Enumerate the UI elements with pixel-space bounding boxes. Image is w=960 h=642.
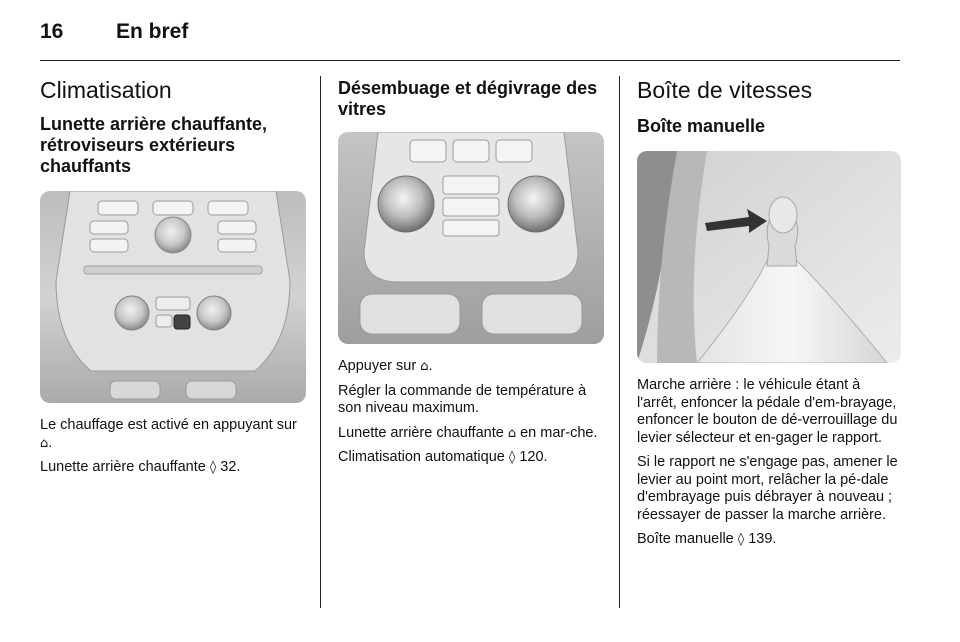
rear-window-heater-icon: ⌂ (507, 425, 517, 441)
page-reference-icon: ◊ (209, 460, 217, 475)
section-title: Désembuage et dégivrage des vitres (338, 78, 598, 119)
paragraph-press: Appuyer sur ⌂. (338, 358, 433, 374)
paragraph-reference: Climatisation automatique ◊ 120. (338, 449, 548, 465)
paragraph-rear-heater: Lunette arrière chauffante ⌂ en mar-che. (338, 424, 598, 441)
subsection-title: Lunette arrière chauffante, rétroviseurs extérieurs chauffants (40, 114, 268, 176)
header-divider (40, 60, 900, 61)
section-title: Climatisation (40, 77, 172, 103)
subsection-title: Boîte manuelle (637, 116, 766, 136)
page-number: 16 (40, 20, 64, 43)
paragraph-retry: Si le rapport ne s'engage pas, amener le levier au point mort, relâcher la pé-dale d'embrayage puis débrayer à nouveau ; réessayer de passer la marche arrière. (637, 454, 898, 523)
paragraph-temperature: Régler la commande de température à son niveau maximum. (338, 382, 587, 416)
page-reference-icon: ◊ (737, 532, 745, 547)
paragraph-activation: Le chauffage est activé en appuyant sur ⌂. (40, 417, 297, 451)
paragraph-reverse: Marche arrière : le véhicule étant à l'arrêt, enfoncer la pédale d'em-brayage, enfoncer le bouton de dé-verrouillage du levier sélecteur et en-gager le rapport. (637, 377, 898, 446)
running-title: En bref (116, 20, 189, 43)
rear-window-heater-icon: ⌂ (40, 435, 49, 451)
paragraph-reference: Boîte manuelle ◊ 139. (637, 531, 777, 547)
column-desembuage (338, 72, 604, 474)
defrost-control-photo (338, 132, 604, 344)
heated-rear-window-control-photo (40, 191, 306, 403)
page-reference-icon: ◊ (508, 450, 516, 465)
column-climatisation (40, 72, 306, 484)
paragraph-reference: Lunette arrière chauffante ◊ 32. (40, 459, 241, 475)
column-divider-1 (320, 76, 321, 608)
section-title: Boîte de vitesses (637, 77, 813, 103)
page-header (40, 14, 900, 58)
column-divider-2 (619, 76, 620, 608)
column-boite-vitesses (637, 72, 901, 556)
gear-lever-photo (637, 151, 901, 363)
windscreen-defrost-icon: ⌂ (420, 359, 429, 374)
